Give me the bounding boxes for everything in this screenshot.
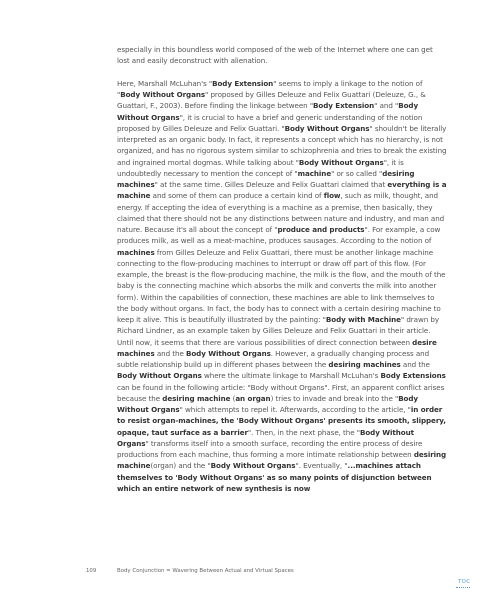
emphasis-text: Body Without Organs	[210, 461, 296, 471]
emphasis-text: Body Without Organs	[117, 427, 414, 448]
paragraph	[117, 44, 447, 67]
emphasis-text: desiring machine	[117, 450, 447, 471]
body-text: " proposed by Gilles Deleuze and Felix Guattari (Deleuze, G., & Guattari, F., 2003). Before finding the linkage between "	[117, 90, 426, 111]
paragraph	[117, 78, 447, 494]
body-text: and the	[154, 348, 186, 358]
emphasis-text: machine	[297, 168, 332, 178]
body-text: especially in this boundless world composed of the web of the Internet where one can get lost and easily deconstruct with alienation.	[117, 45, 433, 66]
emphasis-text: Body Extensions	[380, 371, 446, 381]
toc-link[interactable]: TOC	[458, 579, 471, 585]
body-text: " which attempts to repel it. Afterwards, according to the article, "	[179, 405, 411, 414]
emphasis-text: Body Extension	[212, 78, 274, 88]
body-text: " drawn by Richard Lindner, as an example taken by Gilles Deleuze and Felix Guattari in their article. Until now, it seems that there are various possibilities of direct connection between	[117, 315, 439, 347]
page-footer	[86, 568, 294, 574]
emphasis-text: desiring machines	[117, 168, 415, 189]
emphasis-text: desire machines	[117, 337, 437, 358]
emphasis-text: flow	[323, 191, 341, 201]
body-text: where the ultimate linkage to Marshall McLuhan's	[201, 371, 381, 381]
body-text: (	[230, 393, 236, 403]
body-text: " and "	[374, 101, 399, 111]
body-text: " seems to imply a linkage to the notion of "	[117, 78, 423, 99]
emphasis-text: Body Without Organs	[185, 348, 271, 358]
body-text: , such as milk, thought, and energy. If accepting the idea of everything is a machine as a premise, then basically, they claimed that there should not be any distinctions between nature and industry, and man and nature. Because it's all about the concept of "	[117, 191, 445, 234]
body-text: (organ) and the "	[150, 461, 211, 471]
emphasis-text: in order to resist organ-machines, the 'Body Without Organs' presents its smooth, slippery, opaque, taut surface as a barrier	[117, 405, 446, 437]
body-text: " or so called "	[331, 168, 383, 178]
emphasis-text: an organ	[235, 393, 271, 403]
body-text: " transforms itself into a smooth surface, recording the entire process of desire productions from each machine, thus forming a more intimate relationship between	[117, 438, 423, 459]
emphasis-text: desiring machine	[162, 393, 231, 403]
emphasis-text: Body Without Organs	[284, 123, 370, 133]
emphasis-text: Body Without Organs	[117, 101, 419, 122]
body-text: " shouldn't be literally interpreted as an organic body. In fact, it represents a concept which has no hierarchy, is not organized, and has no rigorous system similar to schizophrenia and tries to break the existing and ingrained mortal dogmas. While talking about "	[117, 123, 447, 167]
toc-underline	[456, 587, 470, 588]
emphasis-text: machines	[117, 247, 155, 257]
body-text: ", it is crucial to have a brief and generic understanding of the notion proposed by Gilles Deleuze and Felix Guattari. "	[117, 112, 423, 133]
emphasis-text: Body with Machine	[325, 315, 401, 324]
emphasis-text: Body Without Organs	[117, 371, 202, 381]
body-text: from Gilles Deleuze and Felix Guattari, there must be another linkage machine connecting to the flow-producing machines to interrupt or draw off part of this flow. (For example, the breast is the flow-producing machine, the milk is the flow, and the mouth of the baby is the connecting machine which absorbs the milk and converts the milk into another form). Within the capabilities of connection, these machines are able to link themselves to the body without organs. In fact, the body has to connect with a certain desiring machine to keep it alive. This is beautifully illustrated by the painting: "	[117, 247, 446, 324]
emphasis-text: ...machines attach themselves to 'Body Without Organs' as so many points of disjunction between which an entire network of new synthesis is now	[117, 461, 432, 493]
emphasis-text: desiring machines	[328, 360, 401, 369]
body-text: . However, a gradually changing process and subtle relationship build up in different phases between the	[117, 348, 430, 369]
body-text: ". Eventually, "	[295, 461, 348, 471]
body-text: ". Then, in the next phase, the "	[247, 427, 360, 437]
body-text: and the	[400, 360, 430, 369]
body-text: ". For example, a cow produces milk, as well as a meat-machine, produces sausages. According to the notion of	[117, 225, 441, 246]
body-text: and some of them can produce a certain kind of	[150, 191, 324, 201]
body-text: Here, Marshall McLuhan's "	[117, 78, 213, 88]
article-body	[117, 44, 447, 494]
body-text: ", it is undoubtedly necessary to mention the concept of "	[117, 157, 404, 178]
emphasis-text: Body Without Organs	[120, 90, 206, 99]
page-number: 109	[86, 568, 97, 574]
emphasis-text: everything is a machine	[117, 180, 447, 201]
body-text: " at the same time. Gilles Deleuze and Felix Guattari claimed that	[154, 180, 388, 189]
emphasis-text: Body Without Organs	[117, 393, 419, 414]
running-title: Body Conjunction = Wavering Between Actual and Virtual Spaces	[117, 568, 294, 574]
emphasis-text: produce and products	[277, 225, 365, 234]
body-text: ) tries to invade and break into the "	[270, 393, 399, 403]
emphasis-text: Body Extension	[313, 101, 375, 111]
body-text: can be found in the following article: "Body without Organs". First, an apparent conflict arises because the	[117, 382, 445, 403]
emphasis-text: Body Without Organs	[298, 157, 384, 167]
